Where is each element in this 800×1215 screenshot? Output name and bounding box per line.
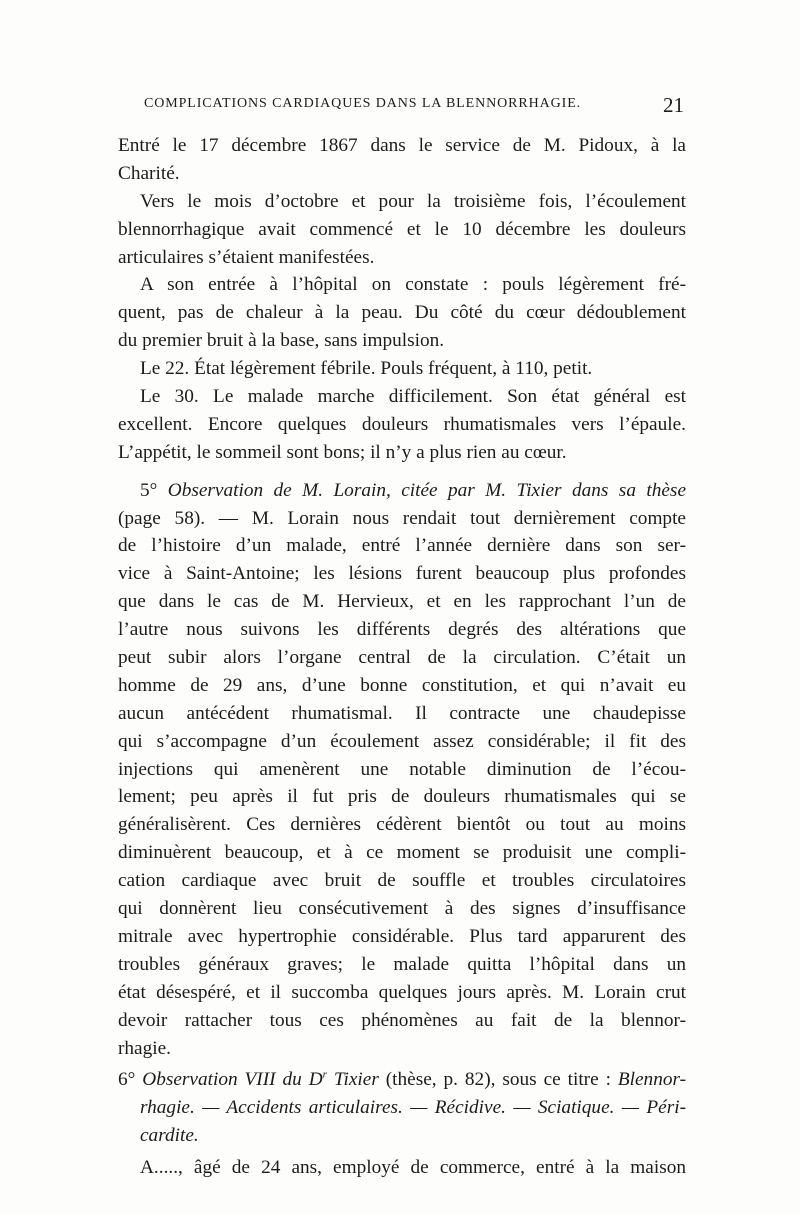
body-text — [118, 132, 686, 1182]
observation-title: Observation VIII du D — [142, 1069, 323, 1091]
text-line: troubles généraux graves; le malade quitta l’hôpital dans un — [118, 953, 686, 975]
text-line: que dans le cas de M. Hervieux, et en les rapprochant l’un de — [118, 591, 686, 613]
text-line: qui donnèrent lieu consécutivement à des signes d’insuffisance — [118, 898, 686, 920]
text-line: vice à Saint-Antoine; les lésions furent beaucoup plus profondes — [118, 563, 686, 585]
observation-author: Tixier — [326, 1069, 379, 1091]
text-line: aucun antécédent rhumatismal. Il contracte une chaudepisse — [118, 702, 686, 724]
text-line: Charité. — [118, 162, 180, 184]
text-line: excellent. Encore quelques douleurs rhumatismales vers l’épaule. — [118, 413, 686, 435]
page-header — [118, 93, 686, 118]
text-line: L’appétit, le sommeil sont bons; il n’y a plus rien au cœur. — [118, 441, 567, 463]
text-line: rhagie. — [118, 1037, 171, 1059]
text-line: articulaires s’étaient manifestées. — [118, 246, 375, 268]
text-line: injections qui amenèrent une notable diminution de l’écou- — [118, 758, 686, 780]
text-line: lement; peu après il fut pris de douleurs rhumatismales qui se — [118, 786, 686, 808]
text-line: homme de 29 ans, d’une bonne constitution, et qui n’avait eu — [118, 674, 686, 696]
text-line: devoir rattacher tous ces phénomènes au fait de la blennor- — [118, 1009, 686, 1031]
observation-title-superscript: r — [322, 1068, 327, 1081]
text-line: (page 58). — M. Lorain nous rendait tout dernièrement compte — [118, 507, 686, 529]
text-line: mitrale avec hypertrophie considérable. Plus tard apparurent des — [118, 925, 686, 947]
text-line: qui s’accompagne d’un écoulement assez considérable; il fit des — [118, 730, 686, 752]
observation-heading — [118, 1066, 686, 1094]
observation-heading — [118, 477, 686, 505]
observation-number: 6° — [118, 1069, 143, 1091]
observation-subtitle-line: rhagie. — Accidents articulaires. — Récidive. — Sciatique. — Péri- — [140, 1097, 686, 1119]
running-head: COMPLICATIONS CARDIAQUES DANS LA BLENNORRHAGIE. — [144, 96, 582, 111]
text-line: Le 30. Le malade marche difficilement. Son état général est — [140, 386, 686, 408]
text-line: Entré le 17 décembre 1867 dans le service de M. Pidoux, à la — [118, 135, 686, 156]
text-line: généralisèrent. Ces dernières cédèrent bientôt ou tout au moins — [118, 814, 686, 836]
text-line: état désespéré, et il succomba quelques jours après. M. Lorain crut — [118, 981, 686, 1003]
text-line: blennorrhagique avait commencé et le 10 décembre les douleurs — [118, 218, 686, 240]
observation-subtitle: Blennor- — [617, 1069, 686, 1091]
observation-title: Observation de M. Lorain, citée par M. Tixier dans sa thèse — [167, 479, 686, 501]
page-number: 21 — [663, 93, 684, 117]
observation-reference: (thèse, p. 82), sous ce titre : — [378, 1069, 618, 1091]
text-line: Vers le mois d’octobre et pour la troisième fois, l’écoulement — [140, 190, 686, 212]
text-line: diminuèrent beaucoup, et à ce moment se produisit une compli- — [118, 842, 686, 864]
text-line: Le 22. État légèrement fébrile. Pouls fréquent, à 110, petit. — [140, 358, 593, 380]
text-line: quent, pas de chaleur à la peau. Du côté du cœur dédoublement — [118, 302, 686, 324]
text-line: de l’histoire d’un malade, entré l’année dernière dans son ser- — [118, 535, 686, 557]
text-line: peut subir alors l’organe central de la circulation. C’était un — [118, 647, 686, 669]
text-line: l’autre nous suivons les différents degrés des altérations que — [118, 619, 686, 641]
text-line: A....., âgé de 24 ans, employé de commerce, entré à la maison — [140, 1157, 686, 1179]
observation-subtitle-line: cardite. — [140, 1125, 199, 1147]
text-line: du premier bruit à la base, sans impulsion. — [118, 330, 445, 352]
text-line: A son entrée à l’hôpital on constate : pouls légèrement fré- — [140, 274, 686, 296]
observation-number: 5° — [140, 479, 168, 501]
text-line: cation cardiaque avec bruit de souffle et troubles circulatoires — [118, 870, 686, 892]
